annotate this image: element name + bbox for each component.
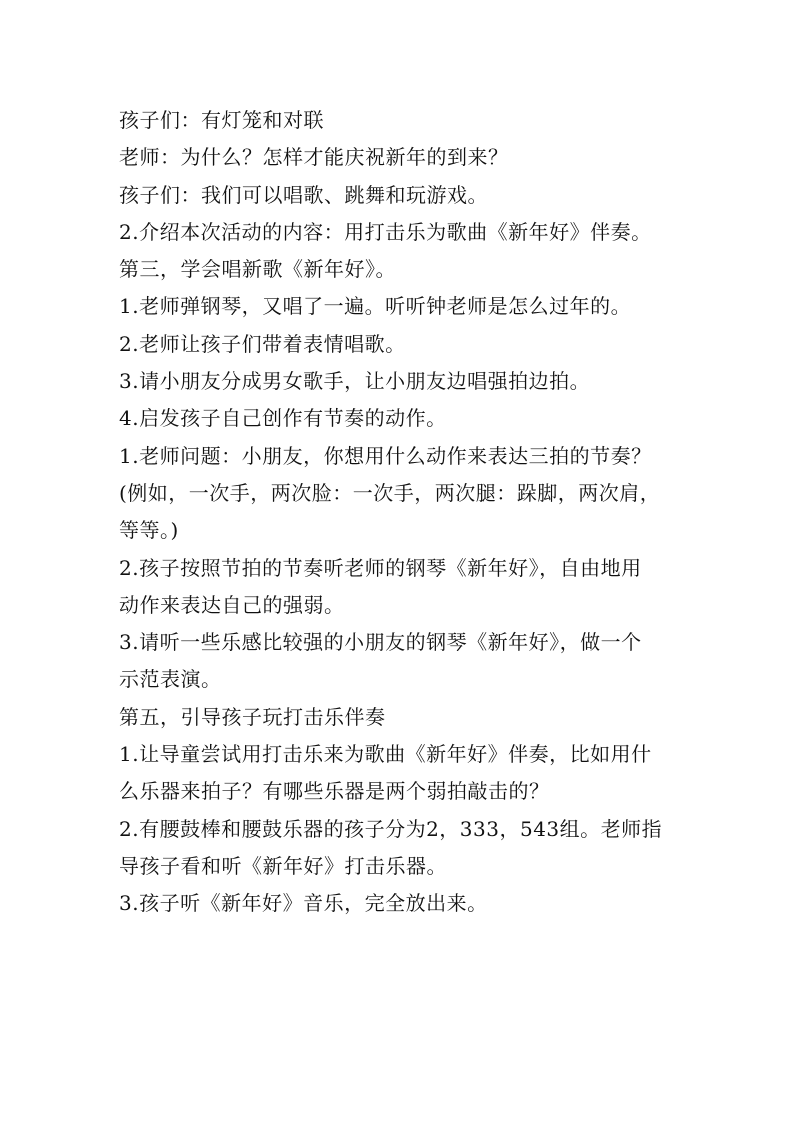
section-heading: 第三，学会唱新歌《新年好》。 — [119, 257, 396, 282]
text-line: 4.启发孩子自己创作有节奏的动作。 — [119, 406, 447, 431]
text-line: 2.老师让孩子们带着表情唱歌。 — [119, 331, 406, 356]
text-line: 3.请小朋友分成男女歌手，让小朋友边唱强拍边拍。 — [119, 369, 591, 394]
text-line: (例如，一次手，两次脸：一次手，两次腿：跺脚，两次肩， — [119, 480, 661, 505]
text-line: 动作来表达自己的强弱。 — [119, 592, 345, 617]
section-heading: 第五，引导孩子玩打击乐伴奏 — [119, 704, 386, 729]
text-line: 2.孩子按照节拍的节奏听老师的钢琴《新年好》，自由地用 — [119, 555, 642, 580]
text-line: 3.请听一些乐感比较强的小朋友的钢琴《新年好》，做一个 — [119, 630, 642, 655]
text-line: 1.老师弹钢琴，又唱了一遍。听听钟老师是怎么过年的。 — [119, 294, 632, 319]
text-line: 1.让导童尝试用打击乐来为歌曲《新年好》伴奏，比如用什 — [119, 742, 652, 767]
text-line: 孩子们：我们可以唱歌、跳舞和玩游戏。 — [119, 182, 488, 207]
document-body — [119, 102, 699, 923]
text-line: 1.老师问题：小朋友，你想用什么动作来表达三拍的节奏？ — [119, 443, 652, 468]
text-line: 2.介绍本次活动的内容：用打击乐为歌曲《新年好》伴奏。 — [119, 219, 652, 244]
text-line: 老师：为什么？怎样才能庆祝新年的到来？ — [119, 145, 509, 170]
text-line: 2.有腰鼓棒和腰鼓乐器的孩子分为2，333，543组。老师指 — [119, 816, 663, 841]
text-line: 导孩子看和听《新年好》打击乐器。 — [119, 853, 447, 878]
text-line: 等等。) — [119, 518, 179, 543]
text-line: 3.孩子听《新年好》音乐，完全放出来。 — [119, 891, 488, 916]
text-line: 示范表演。 — [119, 667, 222, 692]
text-line: 么乐器来拍子？有哪些乐器是两个弱拍敲击的？ — [119, 779, 550, 804]
text-line: 孩子们：有灯笼和对联 — [119, 108, 324, 132]
